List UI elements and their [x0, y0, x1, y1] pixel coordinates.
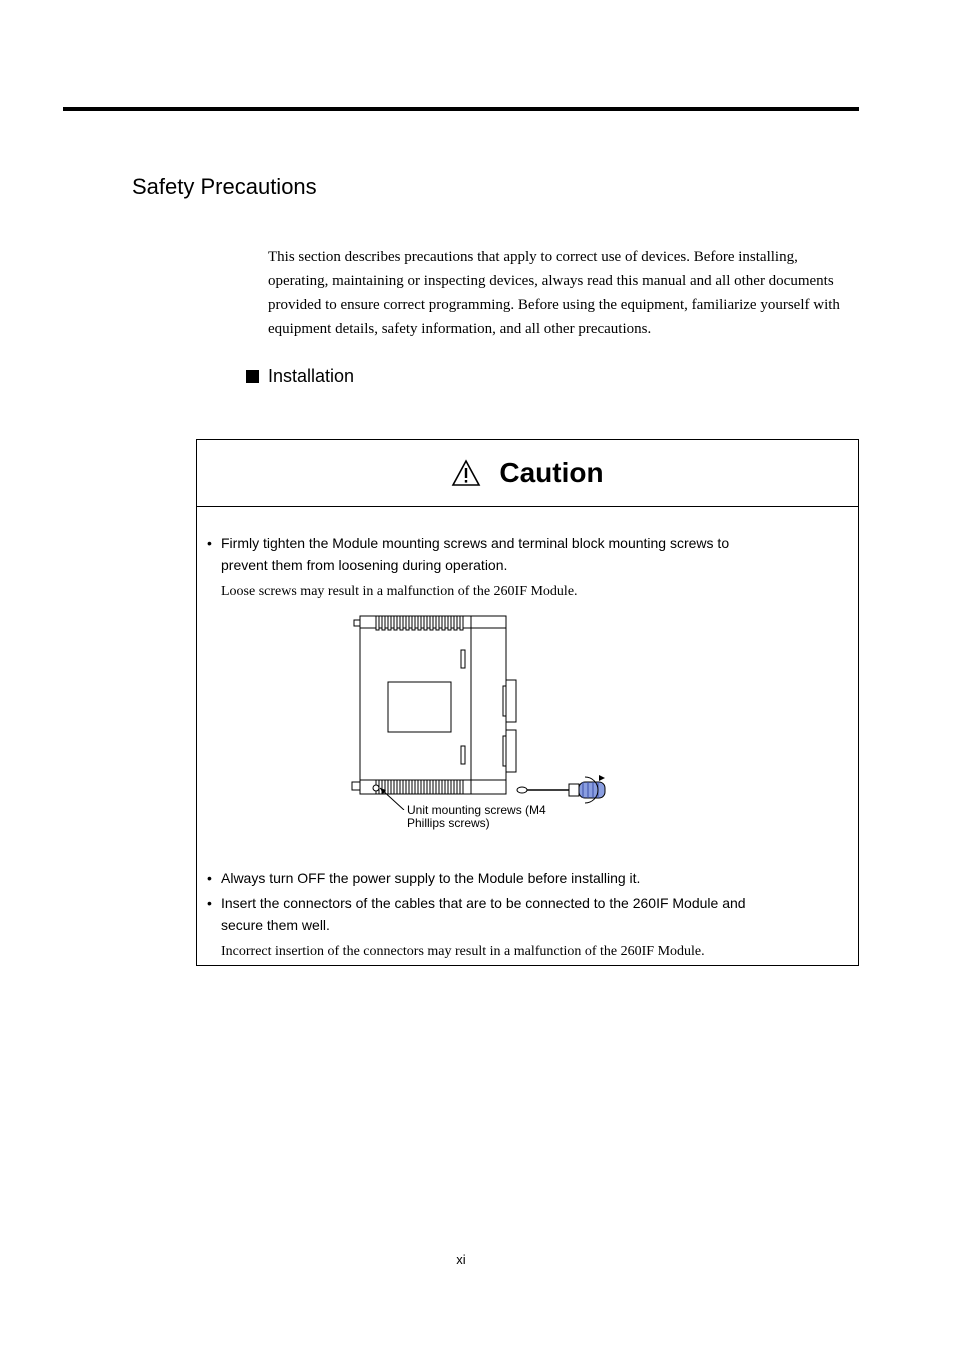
- module-mounting-figure: [347, 610, 617, 810]
- caution-note-2: Incorrect insertion of the connectors may result in a malfunction of the 260IF Module.: [221, 944, 705, 959]
- caution-bullet-2: [207, 867, 761, 889]
- bullet-dot: •: [207, 535, 212, 551]
- screwdriver-icon: [517, 775, 605, 803]
- bullet-text: Always turn OFF the power supply to the Module before installing it.: [221, 870, 641, 886]
- page-title: Safety Precautions: [132, 174, 317, 199]
- square-bullet-icon: [246, 370, 259, 383]
- figure-caption: Unit mounting screws (M4 Phillips screws): [407, 803, 546, 830]
- header-rule: [63, 107, 859, 111]
- caution-label: Caution: [499, 457, 604, 488]
- warning-triangle-icon: [451, 459, 481, 487]
- bullet-text: Firmly tighten the Module mounting screws and terminal block mounting screws to prevent them from loosening during operation.: [221, 535, 730, 573]
- page-number: xi: [456, 1252, 466, 1267]
- bullet-dot: •: [207, 895, 212, 911]
- caution-note-1: Loose screws may result in a malfunction of the 260IF Module.: [221, 584, 578, 599]
- section-heading: [246, 364, 354, 388]
- caution-bullet-3: [207, 892, 761, 936]
- caution-bullet-1: [207, 532, 761, 576]
- caution-box: [196, 439, 859, 966]
- intro-paragraph: This section describes precautions that apply to correct use of devices. Before installing, operating, maintaining or inspecting devices, always read this manual and all other documents provided to ensure correct programming. Before using the equipment, familiarize yourself with equipment details, safety information, and all other precautions.: [268, 249, 840, 337]
- bullet-dot: •: [207, 870, 212, 886]
- bullet-text: Insert the connectors of the cables that are to be connected to the 260IF Module and secure them well.: [221, 895, 746, 933]
- section-heading-label: Installation: [268, 366, 355, 386]
- caution-header: [197, 440, 858, 507]
